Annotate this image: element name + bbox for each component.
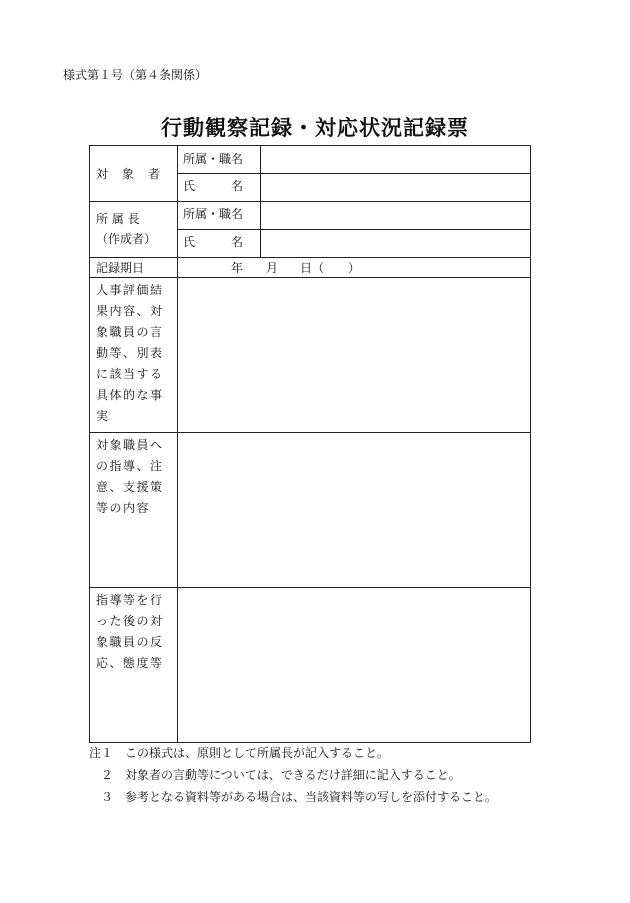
record-date-day: 日（ ） bbox=[300, 261, 361, 275]
subject-name-field[interactable] bbox=[261, 174, 531, 201]
reaction-label: 指導等を行った後の対象職員の反応、態度等 bbox=[96, 593, 164, 670]
note-2: ２ 対象者の言動等については、できるだけ詳細に記入すること。 bbox=[89, 768, 461, 782]
note-1: 注１ この様式は、原則として所属長が記入すること。 bbox=[89, 746, 390, 760]
subject-affiliation-label: 所属・職名 bbox=[183, 152, 244, 166]
form-number: 様式第１号（第４条関係） bbox=[63, 68, 208, 82]
subject-name-label: 氏 名 bbox=[183, 179, 244, 193]
supervisor-name-label: 氏 名 bbox=[183, 235, 244, 249]
record-date-year: 年 bbox=[231, 261, 244, 275]
subject-affiliation-field[interactable] bbox=[261, 146, 531, 173]
note-3: ３ 参考となる資料等がある場合は、当該資料等の写しを添付すること。 bbox=[89, 790, 498, 804]
record-date-label: 記録期日 bbox=[96, 261, 145, 275]
facts-label: 人事評価結果内容、対象職員の言動等、別表に該当する具体的な事実 bbox=[96, 283, 164, 423]
supervisor-affiliation-label: 所属・職名 bbox=[183, 207, 244, 221]
form-title: 行動観察記録・対応状況記録票 bbox=[161, 115, 469, 140]
guidance-field[interactable] bbox=[178, 433, 531, 587]
record-date-month: 月 bbox=[266, 261, 279, 275]
supervisor-sublabel: （作成者） bbox=[96, 232, 157, 246]
reaction-field[interactable] bbox=[178, 588, 531, 742]
record-form bbox=[89, 145, 531, 743]
guidance-label: 対象職員への指導、注意、支援策等の内容 bbox=[96, 438, 164, 515]
supervisor-name-field[interactable] bbox=[261, 230, 531, 257]
supervisor-label: 所 属 長 bbox=[96, 212, 140, 226]
supervisor-affiliation-field[interactable] bbox=[261, 202, 531, 229]
facts-field[interactable] bbox=[178, 278, 531, 432]
subject-label: 対 象 者 bbox=[96, 167, 162, 181]
